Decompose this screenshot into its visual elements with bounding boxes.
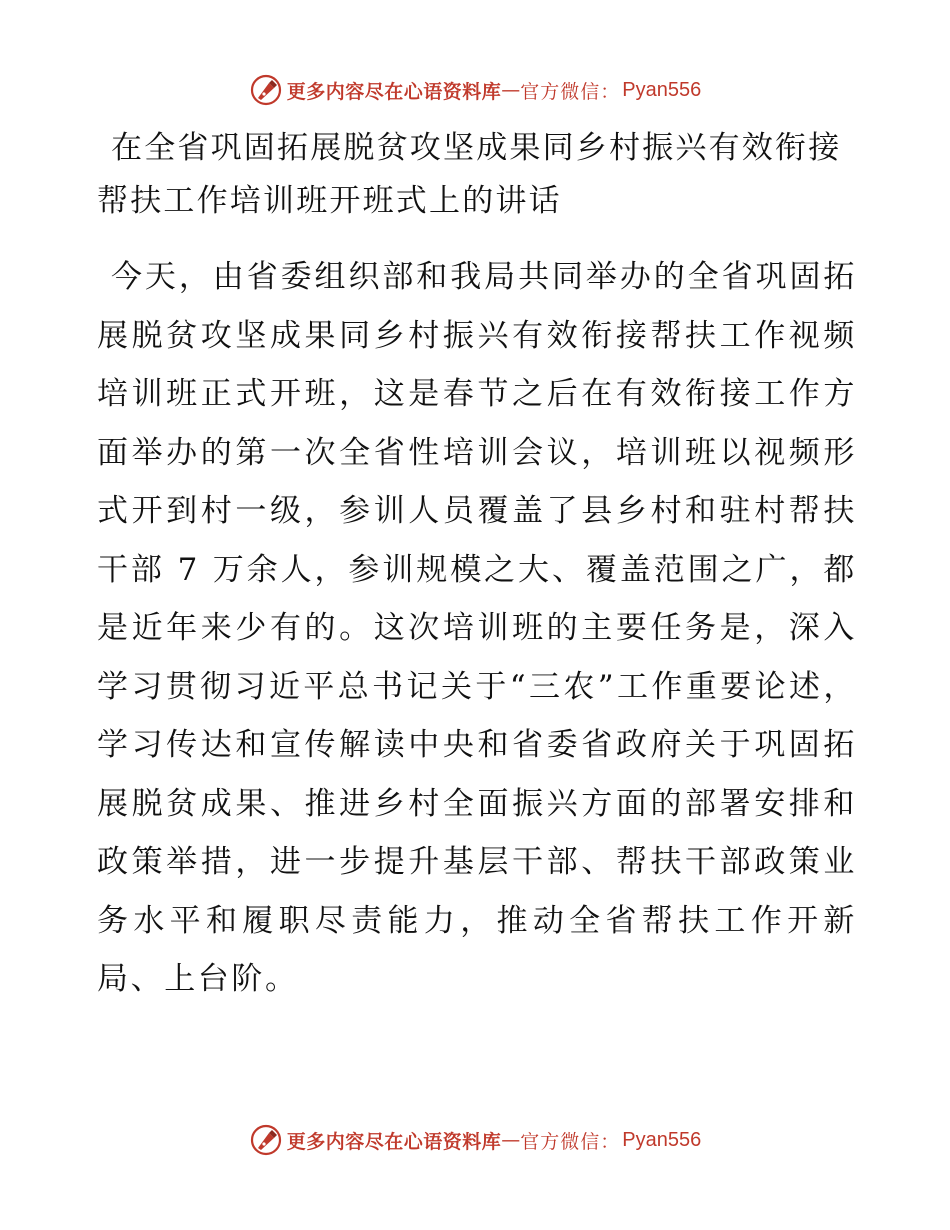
- document-title: 在全省巩固拓展脱贫攻坚成果同乡村振兴有效衔接帮扶工作培训班开班式上的讲话: [97, 130, 842, 219]
- header-banner: [0, 70, 950, 110]
- banner-brand: 更多内容尽在心语资料库: [286, 1130, 502, 1153]
- pen-nib-logo-icon: [249, 73, 283, 107]
- banner-separator: —: [501, 79, 521, 101]
- document-paragraph: 今天，由省委组织部和我局共同举办的全省巩固拓展脱贫攻坚成果同乡村振兴有效衔接帮扶工作视频培训班正式开班，这是春节之后在有效衔接工作方面举办的第一次全省性培训会议，培训班以视频形式开到村一级，参训人员覆盖了县乡村和驻村帮扶干部 7 万余人，参训规模之大、覆盖范围之广，都是近年来少有的。这次培训班的主要任务是，深入学习贯彻习近平总书记关于“三农”工作重要论述，学习传达和宣传解读中央和省委省政府关于巩固拓展脱贫成果、推进乡村全面振兴方面的部署安排和政策举措，进一步提升基层干部、帮扶干部政策业务水平和履职尽责能力，推动全省帮扶工作开新局、上台阶。: [97, 259, 857, 997]
- banner-official-label: 官方微信：: [520, 1130, 621, 1153]
- banner-text: [287, 77, 702, 104]
- banner-official-label: 官方微信：: [520, 80, 621, 103]
- banner-separator: —: [501, 1129, 521, 1151]
- banner-text: [287, 1127, 702, 1154]
- banner-wechat-id: Pyan556: [622, 1128, 702, 1151]
- banner-brand: 更多内容尽在心语资料库: [286, 80, 502, 103]
- footer-banner: [0, 1120, 950, 1160]
- banner-wechat-id: Pyan556: [622, 78, 702, 101]
- pen-nib-logo-icon: [249, 1123, 283, 1157]
